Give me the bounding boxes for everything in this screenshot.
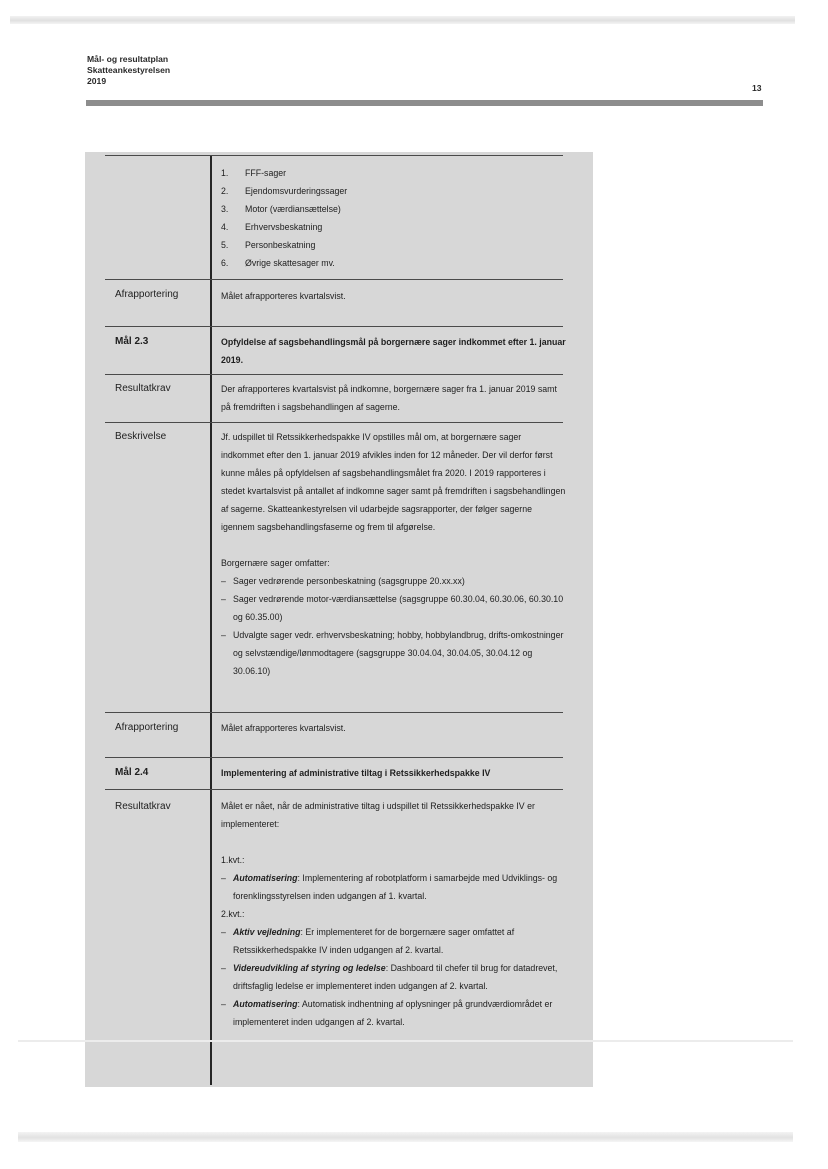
list-item: – Sager vedrørende motor-værdiansættelse (sagsgruppe 60.30.04, 60.30.06, 60.30.10 og 60.35.00) xyxy=(221,594,564,622)
document-header xyxy=(87,54,170,87)
page-number: 13 xyxy=(752,83,762,93)
row-label-maal-2-4: Mål 2.4 xyxy=(115,767,149,778)
row-text-afrapportering: Målet afrapporteres kvartalsvist. xyxy=(221,291,346,301)
quarter-heading: 2.kvt.: xyxy=(221,909,245,919)
scan-artifact-line xyxy=(18,1040,793,1042)
list-item: – Videreudvikling af styring og ledelse: Dashboard til chefer til brug for datadrevet, driftsfaglig ledelse er implementeret inden udgangen af 2. kvartal. xyxy=(221,963,558,991)
row-label-resultatkrav: Resultatkrav xyxy=(115,801,171,812)
quarter-heading: 1.kvt.: xyxy=(221,855,245,865)
header-agency: Skatteankestyrelsen xyxy=(87,65,171,75)
row-label-afrapportering: Afrapportering xyxy=(115,289,179,300)
table-column-divider xyxy=(210,155,212,1085)
table-row-divider xyxy=(105,712,563,713)
list-item: – Automatisering: Automatisk indhentning af oplysninger på grundværdiområdet er implementeret inden udgangen af 2. kvartal. xyxy=(221,999,553,1027)
spacer xyxy=(221,536,566,554)
list-item: 3. Motor (værdiansættelse) xyxy=(221,204,341,214)
scan-artifact-bottom xyxy=(18,1132,793,1142)
goal-2-3-title: Opfyldelse af sagsbehandlingsmål på borgernære sager indkommet efter 1. januar 2019. xyxy=(221,337,566,365)
row-text-beskrivelse xyxy=(221,428,566,680)
header-year: 2019 xyxy=(87,76,107,86)
list-item: 1. FFF-sager xyxy=(221,168,287,178)
list-item: 6. Øvrige skattesager mv. xyxy=(221,258,335,268)
requirements-intro: Målet er nået, når de administrative tiltag i udspillet til Retssikkerhedspakke IV er implementeret: xyxy=(221,801,535,829)
list-item: – Aktiv vejledning: Er implementeret for de borgernære sager omfattet af Retssikkerhedspakke IV inden udgangen af 2. kvartal. xyxy=(221,927,515,955)
row-label-afrapportering: Afrapportering xyxy=(115,722,179,733)
table-row-divider xyxy=(105,757,563,758)
table-row-divider xyxy=(105,374,563,375)
table-row-divider xyxy=(105,155,563,156)
table-row-divider xyxy=(105,326,563,327)
table-row-divider xyxy=(105,422,563,423)
list-item: 5. Personbeskatning xyxy=(221,240,316,250)
header-rule xyxy=(86,100,763,106)
goal-2-4-title: Implementering af administrative tiltag i Retssikkerhedspakke IV xyxy=(221,768,491,778)
table-row-divider xyxy=(105,279,563,280)
header-title: Mål- og resultatplan xyxy=(87,54,169,64)
description-subheading: Borgernære sager omfatter: xyxy=(221,558,330,568)
case-type-list xyxy=(221,164,566,272)
row-text-resultatkrav: Der afrapporteres kvartalsvist på indkomne, borgernære sager fra 1. januar 2019 samt på fremdriften i sagsbehandlingen af sagerne. xyxy=(221,384,557,412)
row-text-resultatkrav-2 xyxy=(221,797,566,1031)
list-item: – Automatisering: Implementering af robotplatform i samarbejde med Udviklings- og forenklingsstyrelsen inden udgangen af 1. kvartal. xyxy=(221,873,558,901)
row-label-resultatkrav: Resultatkrav xyxy=(115,383,171,394)
list-item: – Sager vedrørende personbeskatning (sagsgruppe 20.xx.xx) xyxy=(221,576,465,586)
row-text-afrapportering: Målet afrapporteres kvartalsvist. xyxy=(221,723,346,733)
list-item: – Udvalgte sager vedr. erhvervsbeskatning; hobby, hobbylandbrug, drifts-omkostninger og selvstændige/lønmodtagere (sagsgruppe 30.04.04, 30.04.05, 30.04.12 og 30.06.10) xyxy=(221,630,564,676)
row-label-maal-2-3: Mål 2.3 xyxy=(115,336,149,347)
row-label-beskrivelse: Beskrivelse xyxy=(115,431,167,442)
list-item: 4. Erhvervsbeskatning xyxy=(221,222,323,232)
description-paragraph: Jf. udspillet til Retssikkerhedspakke IV opstilles mål om, at borgernære sager indkommet efter den 1. januar 2019 afvikles inden for 12 måneder. Der vil derfor først kunne måles på opfyldelsen af sagsbehandlingsmålet fra 2020. I 2019 rapporteres i stedet kvartalsvist på antallet af indkomne sager samt på fremdriften i sagsbehandlingen af sagerne. Skatteankestyrelsen vil udarbejde sagsrapporter, der følger sagerne igennem sagsbehandlingsfaserne og frem til afgørelse. xyxy=(221,432,566,532)
table-row-divider xyxy=(105,789,563,790)
scan-artifact-top xyxy=(10,16,795,24)
spacer xyxy=(221,833,566,851)
list-item: 2. Ejendomsvurderingssager xyxy=(221,186,348,196)
